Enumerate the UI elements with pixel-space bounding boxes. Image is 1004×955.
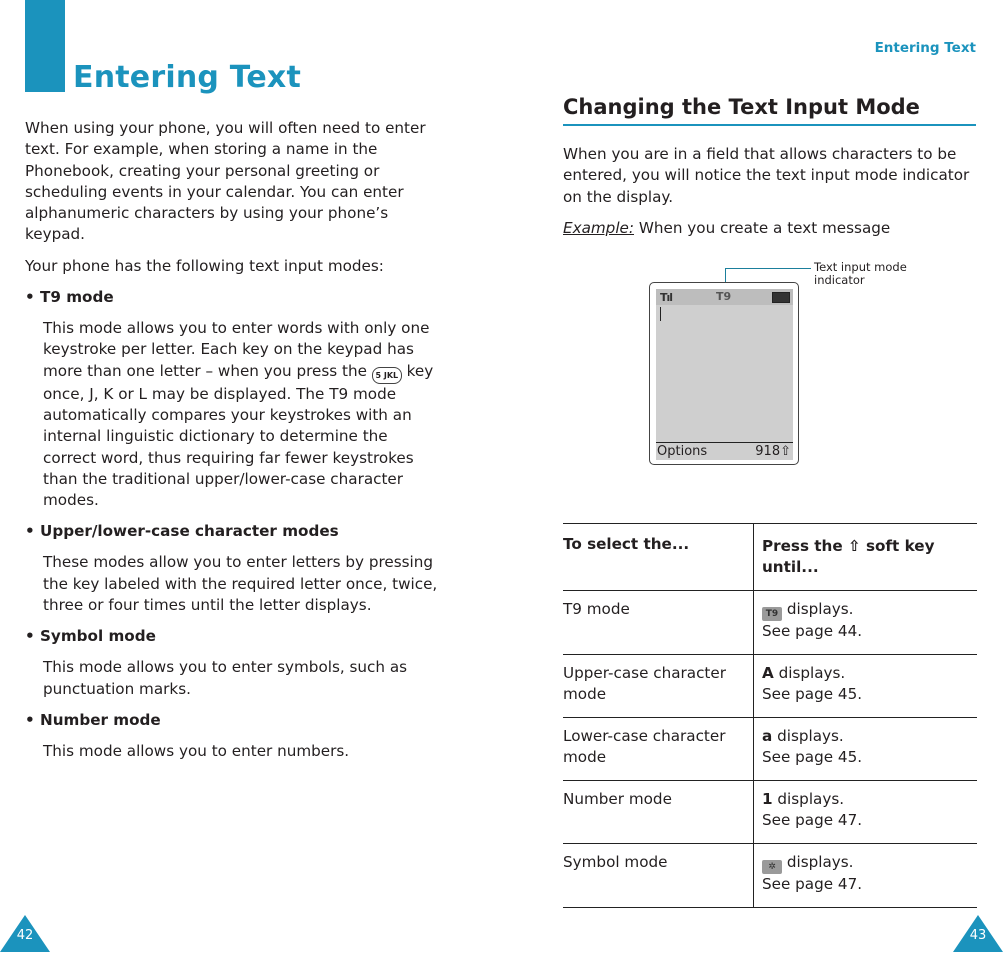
mode-heading-symbol: • Symbol mode bbox=[25, 627, 156, 646]
t9-mode-indicator-icon: T9 bbox=[716, 290, 732, 303]
t9-indicator-icon: T9 bbox=[762, 607, 782, 621]
table-header-press: Press the ⇧ soft key until... bbox=[754, 524, 978, 591]
running-head: Entering Text bbox=[874, 40, 976, 56]
left-column bbox=[25, 118, 445, 762]
intro-paragraph: When using your phone, you will often need to enter text. For example, when storing a name in the Phonebook, creating your personal greeting or scheduling events in your calendar. You can enter alphanumeric characters by using your phone’s keypad. bbox=[25, 119, 426, 244]
keypad-5-key-icon: 5 JKL bbox=[372, 367, 402, 384]
table-header-select: To select the... bbox=[563, 524, 754, 591]
char-count-and-mode-key: 918⇧ bbox=[755, 444, 791, 459]
input-mode-table bbox=[563, 523, 977, 908]
uppercase-indicator: A bbox=[762, 664, 774, 682]
battery-icon bbox=[772, 292, 790, 303]
example-line bbox=[563, 218, 977, 239]
soft-key-bar bbox=[656, 442, 793, 460]
title-accent-bar bbox=[25, 0, 65, 92]
callout-label: Text input mode indicator bbox=[814, 260, 907, 287]
table-row: Symbol mode ✲ displays. See page 47. bbox=[563, 844, 977, 908]
mode-heading-t9: • T9 mode bbox=[25, 288, 114, 307]
text-cursor bbox=[660, 307, 661, 321]
section-title: Changing the Text Input Mode bbox=[563, 95, 920, 119]
mode-heading-number: • Number mode bbox=[25, 710, 161, 729]
section-intro: When you are in a field that allows characters to be entered, you will notice the text input mode indicator on the display. bbox=[563, 145, 970, 206]
page-title: Entering Text bbox=[73, 60, 302, 95]
phone-display-illustration bbox=[649, 282, 799, 465]
table-row: Lower-case character mode a displays. See page 45. bbox=[563, 718, 977, 781]
modes-intro: Your phone has the following text input modes: bbox=[25, 256, 384, 275]
example-label: Example: bbox=[563, 219, 635, 237]
lowercase-indicator: a bbox=[762, 727, 773, 745]
mode-desc-number: This mode allows you to enter numbers. bbox=[43, 741, 350, 760]
table-header-row bbox=[563, 524, 977, 591]
section-rule bbox=[563, 124, 976, 126]
options-soft-key: Options bbox=[657, 444, 708, 459]
status-row bbox=[656, 289, 793, 305]
mode-desc-t9: This mode allows you to enter words with only one keystroke per letter. Each key on the keypad has more than one letter – when you press the 5 JKL key once, J, K or L may be displayed. The T9 mode automatically compares your keystrokes with an internal linguistic dictionary to determine the correct word, thus requiring far fewer keystrokes than the traditional upper/lower-case character modes. bbox=[43, 319, 434, 510]
mode-heading-case: • Upper/lower-case character modes bbox=[25, 522, 339, 541]
signal-strength-icon: Tıl bbox=[660, 291, 673, 304]
mode-desc-symbol: This mode allows you to enter symbols, such as punctuation marks. bbox=[43, 658, 408, 698]
table-row: Upper-case character mode A displays. See page 45. bbox=[563, 655, 977, 718]
mode-desc-case: These modes allow you to enter letters by pressing the key labeled with the required letter once, twice, three or four times until the letter displays. bbox=[43, 553, 438, 615]
table-row: T9 mode T9 displays. See page 44. bbox=[563, 591, 977, 655]
table-row: Number mode 1 displays. See page 47. bbox=[563, 781, 977, 844]
phone-screen bbox=[656, 289, 793, 460]
callout-leader-horizontal bbox=[725, 268, 811, 269]
page-number-left: 42 bbox=[16, 928, 34, 943]
symbol-indicator-icon: ✲ bbox=[762, 860, 782, 874]
page-number-right: 43 bbox=[969, 928, 987, 943]
number-indicator: 1 bbox=[762, 790, 773, 808]
example-text: When you create a text message bbox=[638, 219, 891, 237]
